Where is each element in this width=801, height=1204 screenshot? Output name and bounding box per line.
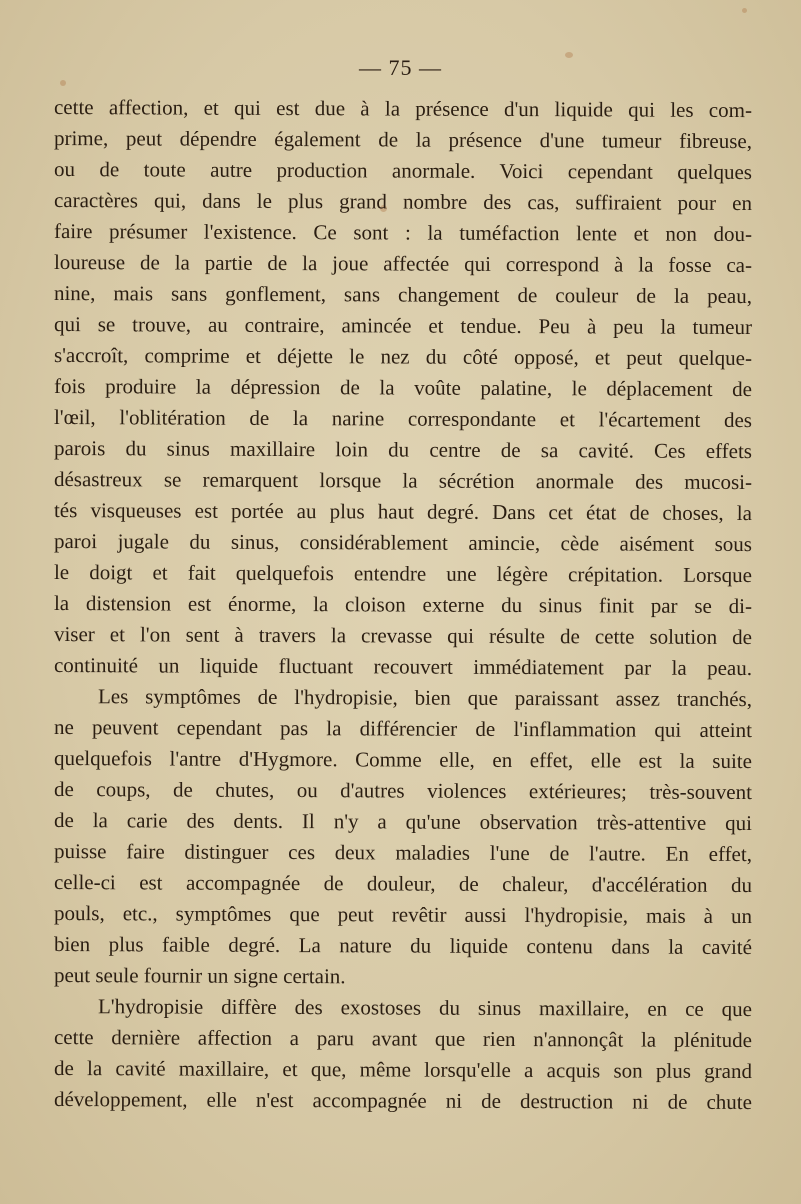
text-line: désastreux se remarquent lorsque la sécrétion anormale des mucosi-: [53, 467, 753, 495]
text-line: faire présumer l'existence. Ce sont : la tuméfaction lente et non dou-: [53, 219, 753, 247]
text-line: de coups, de chutes, ou d'autres violences extérieures; très-souvent: [53, 777, 753, 805]
text-line: puisse faire distinguer ces deux maladies l'une de l'autre. En effet,: [53, 839, 753, 867]
text-line: quelquefois l'antre d'Hygmore. Comme elle, en effet, elle est la suite: [53, 746, 753, 774]
text-line: s'accroît, comprime et déjette le nez du côté opposé, et peut quelque-: [53, 343, 753, 371]
text-line: parois du sinus maxillaire loin du centre de sa cavité. Ces effets: [53, 436, 753, 464]
text-line: caractères qui, dans le plus grand nombre des cas, suffiraient pour en: [53, 188, 753, 216]
text-line: L'hydropisie diffère des exostoses du sinus maxillaire, en ce que: [97, 994, 753, 1022]
text-line: le doigt et fait quelquefois entendre une légère crépitation. Lorsque: [53, 560, 753, 588]
page-body-text: [54, 92, 752, 1115]
text-line: ne peuvent cependant pas la différencier de l'inflammation qui atteint: [53, 715, 753, 743]
text-line: bien plus faible degré. La nature du liquide contenu dans la cavité: [53, 932, 753, 960]
text-line: loureuse de la partie de la joue affectée qui correspond à la fosse ca-: [53, 250, 753, 278]
text-line: viser et l'on sent à travers la crevasse qui résulte de cette solution de: [53, 622, 753, 650]
text-line: Les symptômes de l'hydropisie, bien que paraissant assez tranchés,: [97, 684, 753, 712]
text-line: tés visqueuses est portée au plus haut degré. Dans cet état de choses, la: [53, 498, 753, 526]
text-line: cette affection, et qui est due à la présence d'un liquide qui les com-: [53, 95, 753, 123]
text-line: prime, peut dépendre également de la présence d'une tumeur fibreuse,: [53, 126, 753, 154]
text-line: pouls, etc., symptômes que peut revêtir aussi l'hydropisie, mais à un: [53, 901, 753, 929]
text-line: la distension est énorme, la cloison externe du sinus finit par se di-: [53, 591, 753, 619]
page-number: — 75 —: [359, 55, 442, 80]
text-line: de la cavité maxillaire, et que, même lorsqu'elle a acquis son plus grand: [53, 1056, 753, 1084]
text-line: qui se trouve, au contraire, amincée et tendue. Peu à peu la tumeur: [53, 312, 753, 340]
text-line: celle-ci est accompagnée de douleur, de chaleur, d'accélération du: [53, 870, 753, 898]
text-line: paroi jugale du sinus, considérablement amincie, cède aisément sous: [53, 529, 753, 557]
text-line: continuité un liquide fluctuant recouvert immédiatement par la peau.: [53, 653, 753, 681]
text-line: l'œil, l'oblitération de la narine correspondante et l'écartement des: [53, 405, 753, 433]
text-line: fois produire la dépression de la voûte palatine, le déplacement de: [53, 374, 753, 402]
text-line: cette dernière affection a paru avant que rien n'annonçât la plénitude: [53, 1025, 753, 1053]
text-line: ou de toute autre production anormale. Voici cependant quelques: [53, 157, 753, 185]
text-line: développement, elle n'est accompagnée ni de destruction ni de chute: [53, 1087, 753, 1115]
text-line: de la carie des dents. Il n'y a qu'une observation très-attentive qui: [53, 808, 753, 836]
text-line: nine, mais sans gonflement, sans changement de couleur de la peau,: [53, 281, 753, 309]
text-line: peut seule fournir un signe certain.: [53, 963, 346, 989]
